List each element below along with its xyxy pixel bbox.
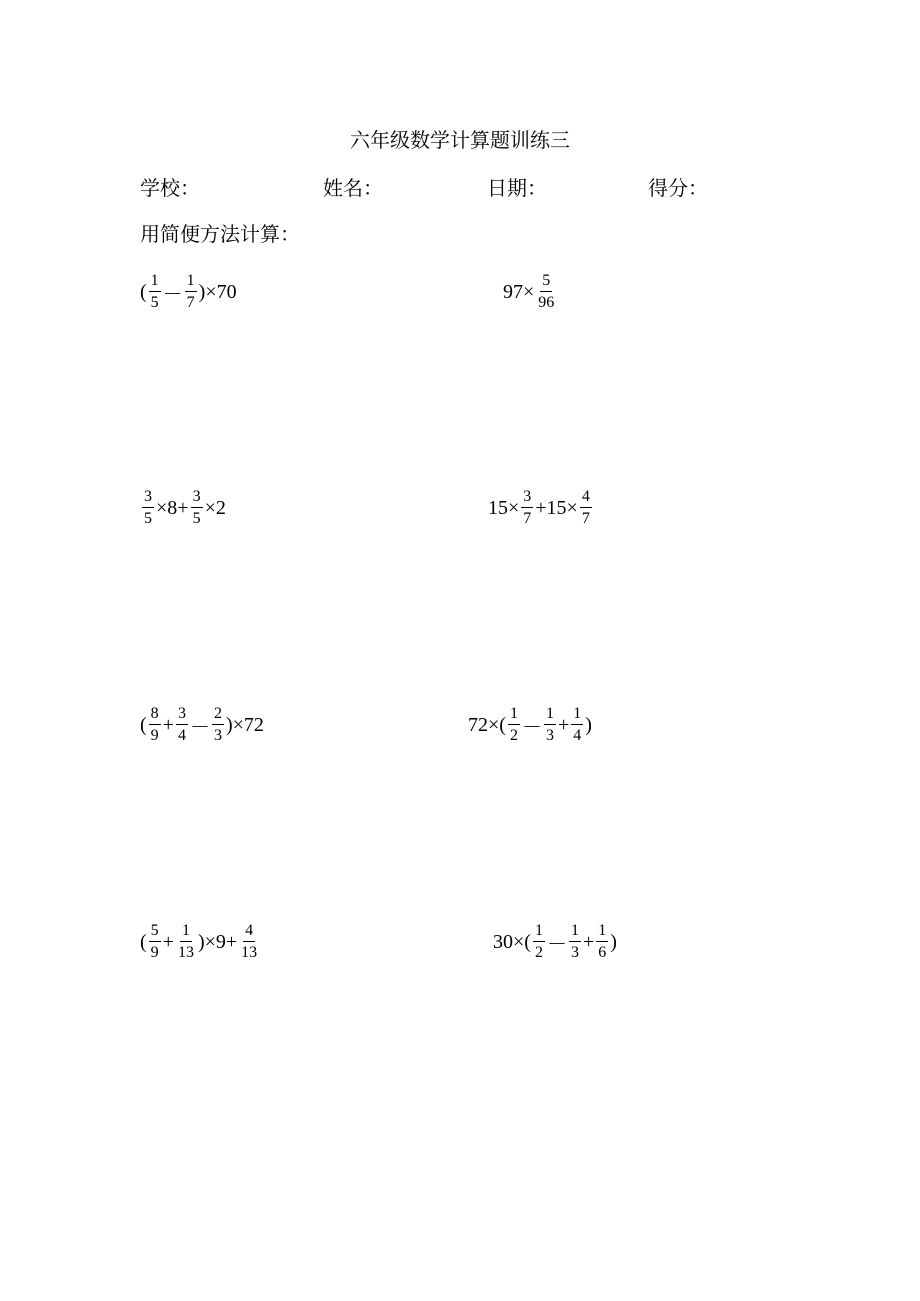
denominator: 3 bbox=[570, 944, 579, 961]
problem-1 bbox=[140, 262, 237, 322]
denominator: 13 bbox=[241, 944, 258, 961]
instruction-text: 用简便方法计算： bbox=[140, 222, 300, 246]
denominator: 3 bbox=[213, 727, 222, 744]
numerator: 2 bbox=[212, 706, 224, 725]
expression-text: + bbox=[557, 713, 570, 736]
fraction bbox=[142, 489, 154, 527]
expression-text: )×70 bbox=[198, 280, 237, 303]
expression-text: ( bbox=[140, 930, 147, 953]
denominator: 2 bbox=[509, 727, 518, 744]
numerator: 1 bbox=[185, 273, 197, 292]
numerator: 5 bbox=[540, 273, 552, 292]
denominator: 2 bbox=[534, 944, 543, 961]
denominator: 3 bbox=[545, 727, 554, 744]
fraction bbox=[508, 706, 520, 744]
numerator: 1 bbox=[508, 706, 520, 725]
numerator: 4 bbox=[243, 923, 255, 942]
denominator: 9 bbox=[150, 727, 159, 744]
numerator: 5 bbox=[149, 923, 161, 942]
fraction bbox=[533, 923, 545, 961]
denominator: 5 bbox=[144, 510, 152, 527]
problem-3 bbox=[140, 478, 226, 538]
fraction bbox=[580, 489, 592, 527]
fraction bbox=[149, 923, 161, 961]
expression-text: 72×( bbox=[468, 713, 506, 736]
numerator: 1 bbox=[149, 273, 161, 292]
name-label: 姓名： bbox=[323, 176, 383, 200]
expression-text: )×9+ bbox=[197, 930, 238, 953]
numerator: 1 bbox=[544, 706, 556, 725]
expression-text: + bbox=[162, 930, 174, 953]
fraction bbox=[176, 923, 196, 961]
numerator: 8 bbox=[149, 706, 161, 725]
expression-text: ×2 bbox=[204, 496, 226, 519]
numerator: 1 bbox=[571, 706, 583, 725]
fraction bbox=[571, 706, 583, 744]
expression-text: 15× bbox=[488, 496, 520, 519]
denominator: 5 bbox=[150, 294, 159, 311]
score-label: 得分： bbox=[648, 176, 708, 200]
numerator: 1 bbox=[533, 923, 545, 942]
expression-text: ( bbox=[140, 280, 147, 303]
expression-text: ) bbox=[585, 713, 592, 736]
numerator: 4 bbox=[580, 489, 592, 508]
fraction bbox=[212, 706, 224, 744]
fraction bbox=[191, 489, 203, 527]
numerator: 1 bbox=[569, 923, 581, 942]
expression-text: ×8+ bbox=[156, 496, 189, 519]
date-label: 日期： bbox=[487, 176, 547, 200]
expression-text: )×72 bbox=[225, 713, 264, 736]
denominator: 4 bbox=[573, 727, 582, 744]
expression-text: － bbox=[162, 283, 183, 306]
fraction bbox=[239, 923, 259, 961]
problem-4 bbox=[488, 478, 594, 538]
numerator: 3 bbox=[521, 489, 533, 508]
fraction bbox=[176, 706, 188, 744]
fraction bbox=[185, 273, 197, 311]
numerator: 3 bbox=[191, 489, 203, 508]
fraction bbox=[544, 706, 556, 744]
problem-8 bbox=[493, 912, 617, 972]
problem-5 bbox=[140, 695, 264, 755]
fraction bbox=[596, 923, 608, 961]
expression-text: ( bbox=[140, 713, 147, 736]
expression-text: － bbox=[521, 716, 542, 739]
expression-text: － bbox=[546, 933, 567, 956]
expression-text: 30×( bbox=[493, 930, 531, 953]
denominator: 6 bbox=[598, 944, 607, 961]
fraction bbox=[149, 273, 161, 311]
numerator: 1 bbox=[596, 923, 608, 942]
problem-2 bbox=[503, 262, 558, 322]
denominator: 5 bbox=[192, 510, 201, 527]
expression-text: + bbox=[162, 713, 174, 736]
expression-text: ) bbox=[610, 930, 617, 953]
page-title: 六年级数学计算题训练三 bbox=[350, 128, 570, 152]
fraction bbox=[521, 489, 533, 527]
numerator: 3 bbox=[142, 489, 154, 508]
denominator: 7 bbox=[186, 294, 195, 311]
expression-text: 97× bbox=[503, 280, 535, 303]
numerator: 3 bbox=[176, 706, 188, 725]
school-label: 学校： bbox=[140, 176, 200, 200]
expression-text: － bbox=[189, 716, 210, 739]
denominator: 4 bbox=[177, 727, 186, 744]
denominator: 96 bbox=[538, 294, 555, 311]
problem-6 bbox=[468, 695, 592, 755]
denominator: 13 bbox=[177, 944, 194, 961]
denominator: 7 bbox=[581, 510, 590, 527]
denominator: 7 bbox=[523, 510, 532, 527]
fraction bbox=[149, 706, 161, 744]
problem-7 bbox=[140, 912, 261, 972]
denominator: 9 bbox=[150, 944, 159, 961]
fraction bbox=[569, 923, 581, 961]
numerator: 1 bbox=[180, 923, 192, 942]
fraction bbox=[536, 273, 556, 311]
expression-text: +15× bbox=[535, 496, 578, 519]
expression-text: + bbox=[582, 930, 595, 953]
